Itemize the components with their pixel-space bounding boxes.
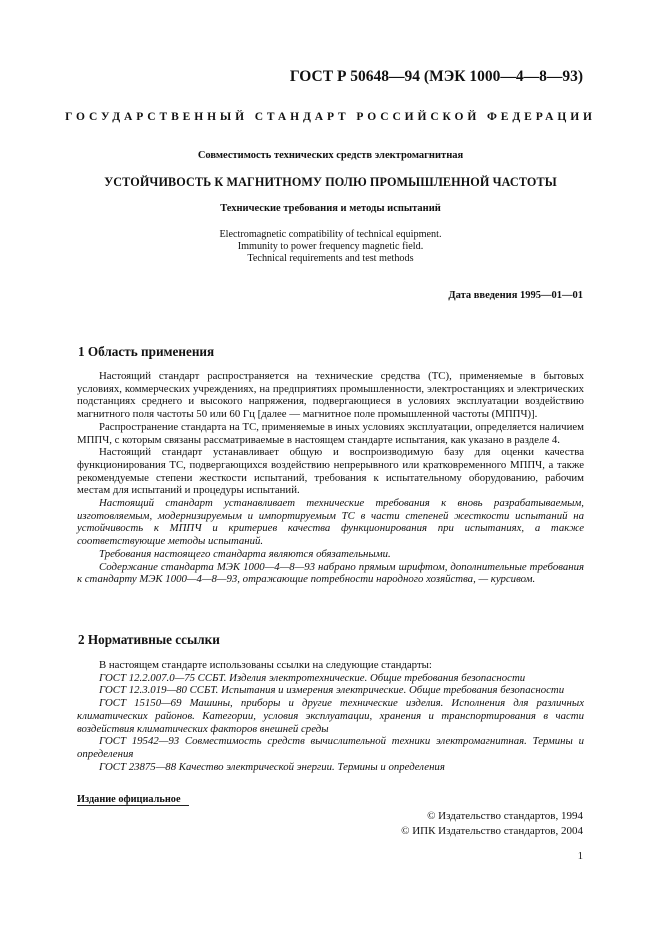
copyright-2004: © ИПК Издательство стандартов, 2004 xyxy=(401,825,583,837)
official-edition-label: Издание официальное xyxy=(77,794,181,805)
section-1-heading: 1 Область применения xyxy=(78,344,215,359)
english-title-line: Electromagnetic compatibility of technical equipment. xyxy=(219,229,442,240)
paragraph: Настоящий стандарт устанавливает общую и воспроизводимую базу для оценки качества функционирования ТС, подвергающихся воздействию непрерывного или кратковременного МППЧ, а также рекомендуемые степени жесткости испытаний, требования к испытательному оборудованию, рабочим местам для испытаний и процедуры испытаний. xyxy=(77,446,584,497)
reference-item: ГОСТ 12.2.007.0—75 ССБТ. Изделия электротехнические. Общие требования безопасности xyxy=(99,671,526,684)
reference-item: ГОСТ 15150—69 Машины, приборы и другие технические изделия. Исполнения для различных климатических районов. Категории, условия эксплуатации, хранения и транспортирования в части воздействия климатических факторов внешней среды xyxy=(77,697,584,735)
title-line-1: Совместимость технических средств электромагнитная xyxy=(197,150,464,161)
page-number: 1 xyxy=(577,851,583,862)
section-2-heading: 2 Нормативные ссылки xyxy=(78,632,220,647)
paragraph-italic: Содержание стандарта МЭК 1000—4—8—93 набрано прямым шрифтом, дополнительные требования к стандарту МЭК 1000—4—8—93, отражающие потребности народного хозяйства, — курсивом. xyxy=(77,560,584,586)
section-2-body xyxy=(77,659,584,773)
english-title-line: Immunity to power frequency magnetic field. xyxy=(237,241,424,252)
reference-item: ГОСТ 23875—88 Качество электрической энергии. Термины и определения xyxy=(99,760,445,773)
copyright-1994: © Издательство стандартов, 1994 xyxy=(427,810,583,822)
paragraph-italic: Требования настоящего стандарта являются обязательными. xyxy=(99,547,391,560)
date-of-introduction: Дата введения 1995—01—01 xyxy=(448,290,583,301)
title-main: УСТОЙЧИВОСТЬ К МАГНИТНОМУ ПОЛЮ ПРОМЫШЛЕННОЙ ЧАСТОТЫ xyxy=(104,175,557,189)
paragraph: Распространение стандарта на ТС, применяемые в иных условиях эксплуатации, определяется наличием МППЧ, с которым связаны рассматриваемые в настоящем стандарте испытания, как указано в разделе 4. xyxy=(77,420,584,446)
paragraph-italic: Настоящий стандарт устанавливает технические требования к вновь разрабатываемым, изготовляемым, модернизируемым и импортируемым ТС в части степеней жесткости испытаний на устойчивость к МППЧ и критериев качества функционирования при испытаниях, а также соответствующие методы испытаний. xyxy=(77,497,584,548)
reference-item: ГОСТ 12.3.019—80 ССБТ. Испытания и измерения электрические. Общие требования безопасности xyxy=(99,684,565,697)
paragraph: В настоящем стандарте использованы ссылки на следующие стандарты: xyxy=(99,659,432,671)
english-title-line: Technical requirements and test methods xyxy=(247,253,414,264)
gost-code: ГОСТ Р 50648—94 (МЭК 1000—4—8—93) xyxy=(289,68,583,85)
state-standard-heading: ГОСУДАРСТВЕННЫЙ СТАНДАРТ РОССИЙСКОЙ ФЕДЕРАЦИИ xyxy=(65,111,596,123)
title-line-3: Технические требования и методы испытаний xyxy=(220,203,441,214)
english-title xyxy=(0,229,661,265)
reference-item: ГОСТ 19542—93 Совместимость средств вычислительной техники электромагнитная. Термины и определения xyxy=(77,735,584,760)
paragraph: Настоящий стандарт распространяется на технические средства (ТС), применяемые в бытовых условиях, коммерческих учреждениях, на предприятиях промышленности, электростанциях и электрических подстанциях среднего и высокого напряжения, подвергающиеся в условиях эксплуатации воздействию магнитного поля частоты 50 или 60 Гц [далее — магнитное поле промышленной частоты (МППЧ)]. xyxy=(77,370,584,421)
divider xyxy=(77,805,189,806)
section-1-body xyxy=(77,370,584,586)
